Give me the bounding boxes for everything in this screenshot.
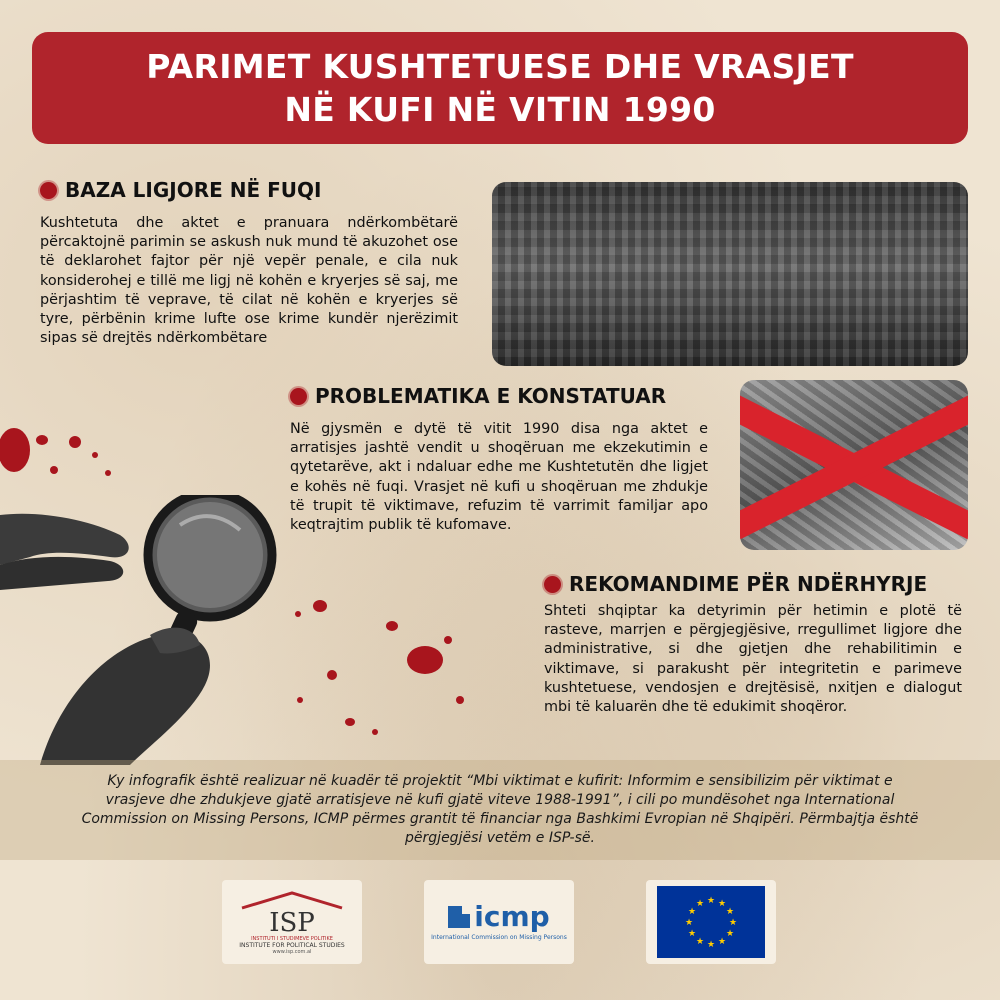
magnifying-glass-illustration bbox=[0, 495, 300, 765]
eu-flag-logo bbox=[646, 880, 776, 964]
blood-splatter-icon bbox=[40, 182, 57, 199]
isp-mark: ISP bbox=[269, 907, 315, 938]
section-heading-problems bbox=[290, 384, 666, 408]
svg-text:★: ★ bbox=[695, 937, 705, 947]
svg-text:★: ★ bbox=[706, 896, 716, 906]
svg-text:★: ★ bbox=[687, 929, 697, 939]
eu-flag-icon bbox=[657, 886, 765, 958]
isp-logo bbox=[222, 880, 362, 964]
crossed-out-photo bbox=[740, 380, 968, 550]
title-line-2: NË KUFI NË VITIN 1990 bbox=[284, 90, 716, 129]
roof-icon bbox=[237, 890, 347, 910]
svg-text:★: ★ bbox=[725, 907, 735, 917]
svg-text:★: ★ bbox=[687, 907, 697, 917]
isp-sub-1: INSTITUTI I STUDIMEVE POLITIKE bbox=[251, 935, 333, 942]
icmp-sub: International Commission on Missing Persons bbox=[431, 934, 567, 941]
red-x-icon bbox=[740, 380, 968, 550]
footer-band bbox=[0, 760, 1000, 860]
blood-splatter-icon bbox=[544, 576, 561, 593]
section-body-recommendations: Shteti shqiptar ka detyrimin për hetimin e plotë të rasteve, marrjen e përgjegjësive, rregullimet ligjore dhe administrative, si dhe gjetjen dhe rehabilitimin e viktimave, si parakusht për integritetin e parimeve kushtetuese, vendosjen e drejtësisë, nxitjen e dialogut mbi të kaluarën dhe të edukimit shoqëror. bbox=[544, 603, 962, 716]
section-title: BAZA LIGJORE NË FUQI bbox=[65, 178, 322, 202]
svg-text:★: ★ bbox=[725, 929, 735, 939]
section-body-problems: Në gjysmën e dytë të vitit 1990 disa nga aktet e arratisjes jashtë vendit u shoqëruan me ekzekutimin e qytetarëve, akt i ndaluar edhe me Kushtetutën dhe ligjet e kohës në fuqi. Vrasjet në kufi u shoqëruan me zhdukje të trupit të viktimave, refuzim të varrimit familjar apo keqtrajtim publik të kufomave. bbox=[290, 421, 708, 534]
icmp-square-icon bbox=[448, 906, 470, 928]
title-banner bbox=[32, 32, 968, 144]
parliament-session-photo bbox=[492, 182, 968, 366]
section-heading-legal-basis bbox=[40, 178, 321, 202]
footer-disclaimer: Ky infografik është realizuar në kuadër të projektit “Mbi viktimat e kufirit: Informim e sensibilizim për viktimat e vrasjeve dhe zhdukjeve gjatë arratisjeve në kufi gjatë viteve 1988-1991”, i cili po mundësohet nga International Commission on Missing Persons, ICMP përmes grantit të financiar nga Bashkimi Evropian në Shqipëri. Përmbajtja është përgjegjësi vetëm e ISP-së. bbox=[81, 773, 919, 846]
svg-text:★: ★ bbox=[728, 918, 738, 928]
svg-text:★: ★ bbox=[717, 937, 727, 947]
icmp-mark: icmp bbox=[474, 900, 550, 933]
icmp-logo bbox=[424, 880, 574, 964]
section-title: PROBLEMATIKA E KONSTATUAR bbox=[315, 384, 667, 408]
blood-splatter-icon bbox=[290, 388, 307, 405]
section-title: REKOMANDIME PËR NDËRHYRJE bbox=[569, 572, 928, 596]
isp-sub-2: INSTITUTE FOR POLITICAL STUDIES bbox=[239, 941, 345, 949]
svg-text:★: ★ bbox=[706, 940, 716, 950]
svg-text:★: ★ bbox=[684, 918, 694, 928]
isp-url: www.isp.com.al bbox=[272, 948, 312, 955]
svg-text:★: ★ bbox=[717, 899, 727, 909]
title-line-1: PARIMET KUSHTETUESE DHE VRASJET bbox=[146, 47, 854, 86]
svg-text:★: ★ bbox=[695, 899, 705, 909]
section-body-legal-basis: Kushtetuta dhe aktet e pranuara ndërkombëtarë përcaktojnë parimin se askush nuk mund të akuzohet ose të deklarohet fajtor për një vepër penale, e cila nuk konsiderohej e tillë me ligj në kohën e kryerjes së saj, me përjashtim të veprave, të cilat në kohën e kryerjes së tyre, përbënin krime lufte ose krime kundër njerëzimit sipas së drejtës ndërkombëtare bbox=[40, 215, 458, 347]
section-heading-recommendations bbox=[544, 572, 927, 596]
